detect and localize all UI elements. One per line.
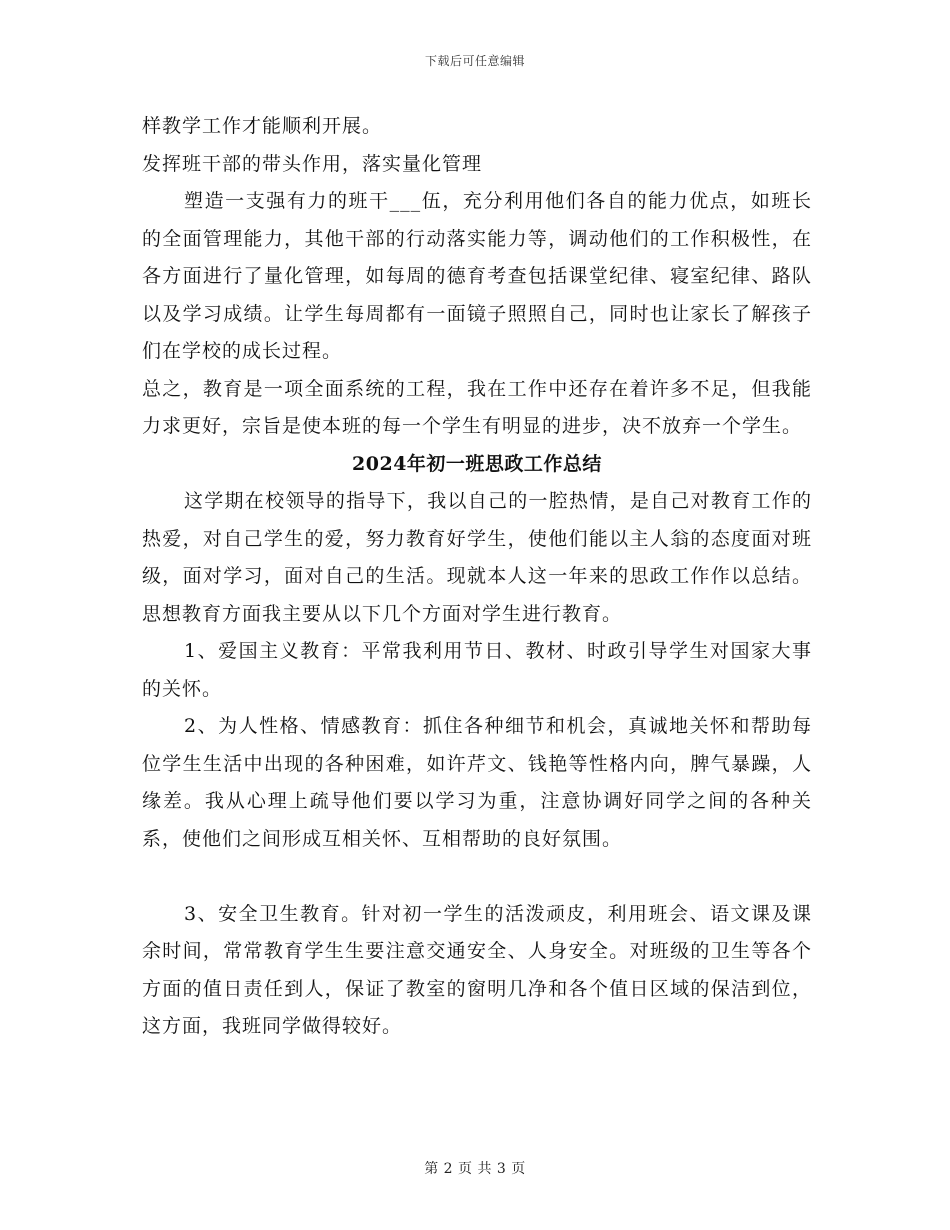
paragraph-class-cadres: 塑造一支强有力的班干___伍，充分利用他们各自的能力优点，如班长的全面管理能力，其他干部的行动落实能力等，调动他们的工作积极性，在各方面进行了量化管理，如每周的德育考查包括课堂纪律、寝室纪律、路队以及学习成绩。让学生每周都有一面镜子照照自己，同时也让家长了解孩子们在学校的成长过程。: [142, 190, 812, 362]
page-footer: 第 2 页 共 3 页: [424, 1161, 526, 1177]
paragraph-character-education: 2、为人性格、情感教育：抓住各种细节和机会，真诚地关怀和帮助每位学生生活中出现的各种困难，如许芹文、钱艳等性格内向，脾气暴躁，人缘差。我从心理上疏导他们要以学习为重，注意协调好同学之间的各种关系，使他们之间形成互相关怀、互相帮助的良好氛围。: [142, 715, 812, 850]
page-header: 下载后可任意编辑: [424, 54, 525, 68]
paragraph-conclusion: 总之，教育是一项全面系统的工程，我在工作中还存在着许多不足，但我能力求更好，宗旨是使本班的每一个学生有明显的进步，决不放弃一个学生。: [142, 377, 812, 437]
document-body: [142, 108, 812, 1046]
paragraph-patriotism: 1、爱国主义教育：平常我利用节日、教材、时政引导学生对国家大事的关怀。: [142, 640, 812, 700]
section-heading-class-cadres: 发挥班干部的带头作用，落实量化管理: [142, 152, 483, 175]
paragraph-safety-hygiene: 3、安全卫生教育。针对初一学生的活泼顽皮，利用班会、语文课及课余时间，常常教育学生生要注意交通安全、人身安全。对班级的卫生等各个方面的值日责任到人，保证了教室的窗明几净和各个值日区域的保洁到位，这方面，我班同学做得较好。: [142, 902, 812, 1037]
document-title: 2024年初一班思政工作总结: [352, 452, 602, 475]
paragraph-continuation: 样教学工作才能顺利开展。: [142, 115, 383, 137]
paragraph-intro: 这学期在校领导的指导下，我以自己的一腔热情，是自己对教育工作的热爱，对自己学生的爱，努力教育好学生，使他们能以主人翁的态度面对班级，面对学习，面对自己的生活。现就本人这一年来的思政工作作以总结。思想教育方面我主要从以下几个方面对学生进行教育。: [142, 490, 812, 625]
paragraph-spacer: [142, 858, 812, 896]
